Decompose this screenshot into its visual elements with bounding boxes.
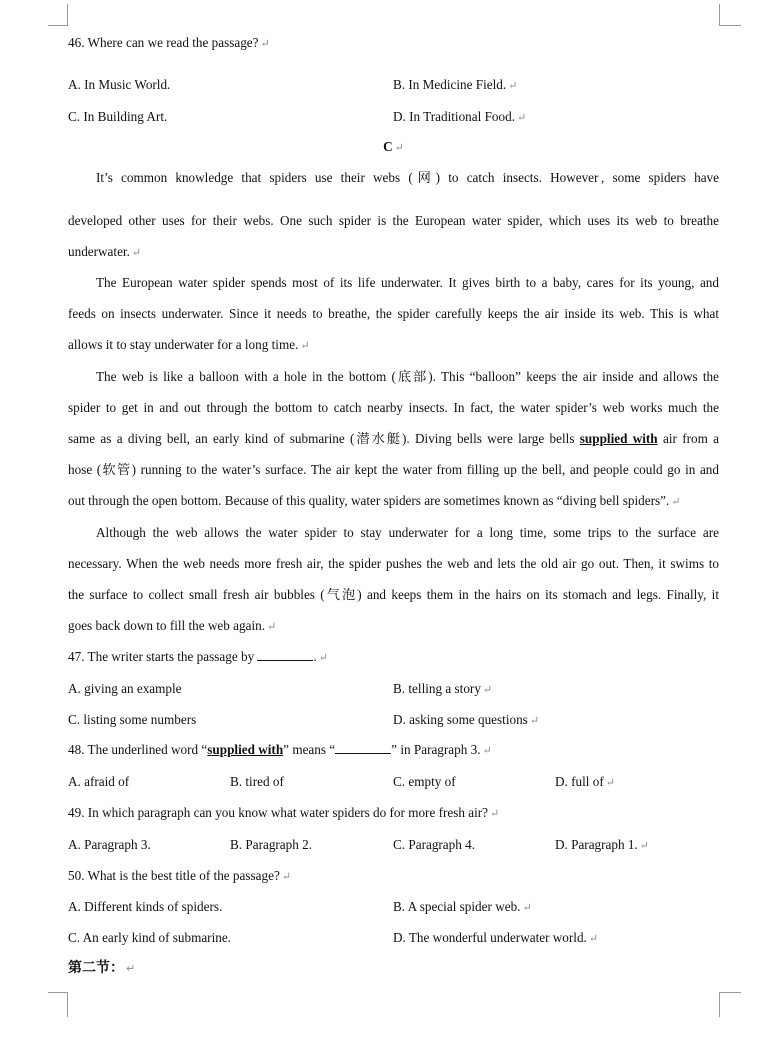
paragraph-mark: ↵ [300,340,310,352]
crop-mark-top-right [719,4,741,26]
paragraph-mark: ↵ [482,745,492,757]
q46-option-a: A. In Music World. [68,77,171,92]
crop-mark-bottom-left [48,992,68,1017]
q46-option-d: D. In Traditional Food. ↵ [393,109,527,124]
q47-option-c: C. listing some numbers [68,712,197,727]
paragraph-mark: ↵ [482,684,493,696]
paragraph-mark: ↵ [529,715,540,727]
paragraph-mark: ↵ [671,496,681,508]
paragraph-mark: ↵ [605,777,615,789]
q49-option-d: D. Paragraph 1. ↵ [555,837,649,852]
crop-mark-top-left [48,4,68,26]
underlined-phrase: supplied with [207,742,284,757]
paragraph-mark: ↵ [281,871,292,883]
passage-p4-line-3: the surface to collect small fresh air bubbles (气泡) and keeps them in the hairs on its stomach and legs. Finally, it [68,587,719,602]
q50-option-d: D. The wonderful underwater world. ↵ [393,930,599,945]
answer-blank [335,742,391,754]
crop-mark-bottom-right [719,992,741,1017]
passage-p3-line-4: hose (软管) running to the water’s surface. The air kept the water from filling up the bell, and people could go in and [68,462,719,477]
passage-p4-line-2: necessary. When the web needs more fresh air, the spider pushes the web and lets the old air go out. Then, it swims to [68,556,719,571]
paragraph-mark: ↵ [394,142,404,154]
passage-p4-line-4: goes back down to fill the web again. ↵ [68,618,277,633]
paragraph-mark: ↵ [318,652,328,664]
passage-p2-line-1: The European water spider spends most of its life underwater. It gives birth to a baby, cares for its young, and [96,275,719,290]
passage-p2-line-2: feeds on insects underwater. Since it needs to breathe, the spider carefully keeps the air inside its web. This is what [68,306,719,321]
q50-option-a: A. Different kinds of spiders. [68,899,223,914]
passage-p3-line-1: The web is like a balloon with a hole in the bottom (底部). This “balloon” keeps the air inside and allows the [96,369,719,384]
q47-option-a: A. giving an example [68,681,182,696]
passage-p4-line-1: Although the web allows the water spider to stay underwater for a long time, some trips to the surface are [96,525,719,540]
passage-p3-line-3: same as a diving bell, an early kind of submarine (潜水艇). Diving bells were large bells supplied with air from a [68,431,719,446]
passage-p2-line-3: allows it to stay underwater for a long time. ↵ [68,337,310,352]
passage-p3-line-5: out through the open bottom. Because of this quality, water spiders are sometimes known as “diving bell spiders”. ↵ [68,493,681,508]
q47-option-d: D. asking some questions ↵ [393,712,540,727]
paragraph-mark: ↵ [639,840,649,852]
question-47: 47. The writer starts the passage by . ↵ [68,649,328,664]
q49-option-a: A. Paragraph 3. [68,837,151,852]
paragraph-mark: ↵ [131,247,142,259]
paragraph-mark: ↵ [126,962,136,975]
passage-p1-line-2: developed other uses for their webs. One such spider is the European water spider, which uses its web to breathe [68,213,719,228]
passage-p1-line-3: underwater. ↵ [68,244,142,259]
q48-option-b: B. tired of [230,774,284,789]
section-c-heading: C ↵ [383,139,404,154]
q46-option-c: C. In Building Art. [68,109,168,124]
question-50: 50. What is the best title of the passage? ↵ [68,868,292,883]
paragraph-mark: ↵ [267,621,277,633]
q50-option-c: C. An early kind of submarine. [68,930,231,945]
question-49: 49. In which paragraph can you know what water spiders do for more fresh air? ↵ [68,805,500,820]
q49-option-c: C. Paragraph 4. [393,837,476,852]
paragraph-mark: ↵ [490,808,500,820]
paragraph-mark: ↵ [588,933,599,945]
q48-option-d: D. full of ↵ [555,774,615,789]
paragraph-mark: ↵ [260,38,270,50]
paragraph-mark: ↵ [522,902,532,914]
q48-option-c: C. empty of [393,774,456,789]
underlined-phrase: supplied with [579,431,658,446]
q50-option-b: B. A special spider web. ↵ [393,899,532,914]
question-48: 48. The underlined word “supplied with” means “ ” in Paragraph 3. ↵ [68,742,492,757]
passage-p3-line-2: spider to get in and out through the bottom to catch nearby insects. In fact, the water spider’s web works much the [68,400,719,415]
section-2-heading: 第二节： ↵ [68,960,136,976]
q47-option-b: B. telling a story ↵ [393,681,493,696]
paragraph-mark: ↵ [508,80,518,92]
answer-blank [257,649,313,661]
q46-option-b: B. In Medicine Field. ↵ [393,77,518,92]
paragraph-mark: ↵ [517,112,527,124]
q48-option-a: A. afraid of [68,774,130,789]
q49-option-b: B. Paragraph 2. [230,837,313,852]
question-46: 46. Where can we read the passage? ↵ [68,35,270,50]
passage-p1-line-1: It’s common knowledge that spiders use their webs (网) to catch insects. However , some spiders have [96,170,719,185]
